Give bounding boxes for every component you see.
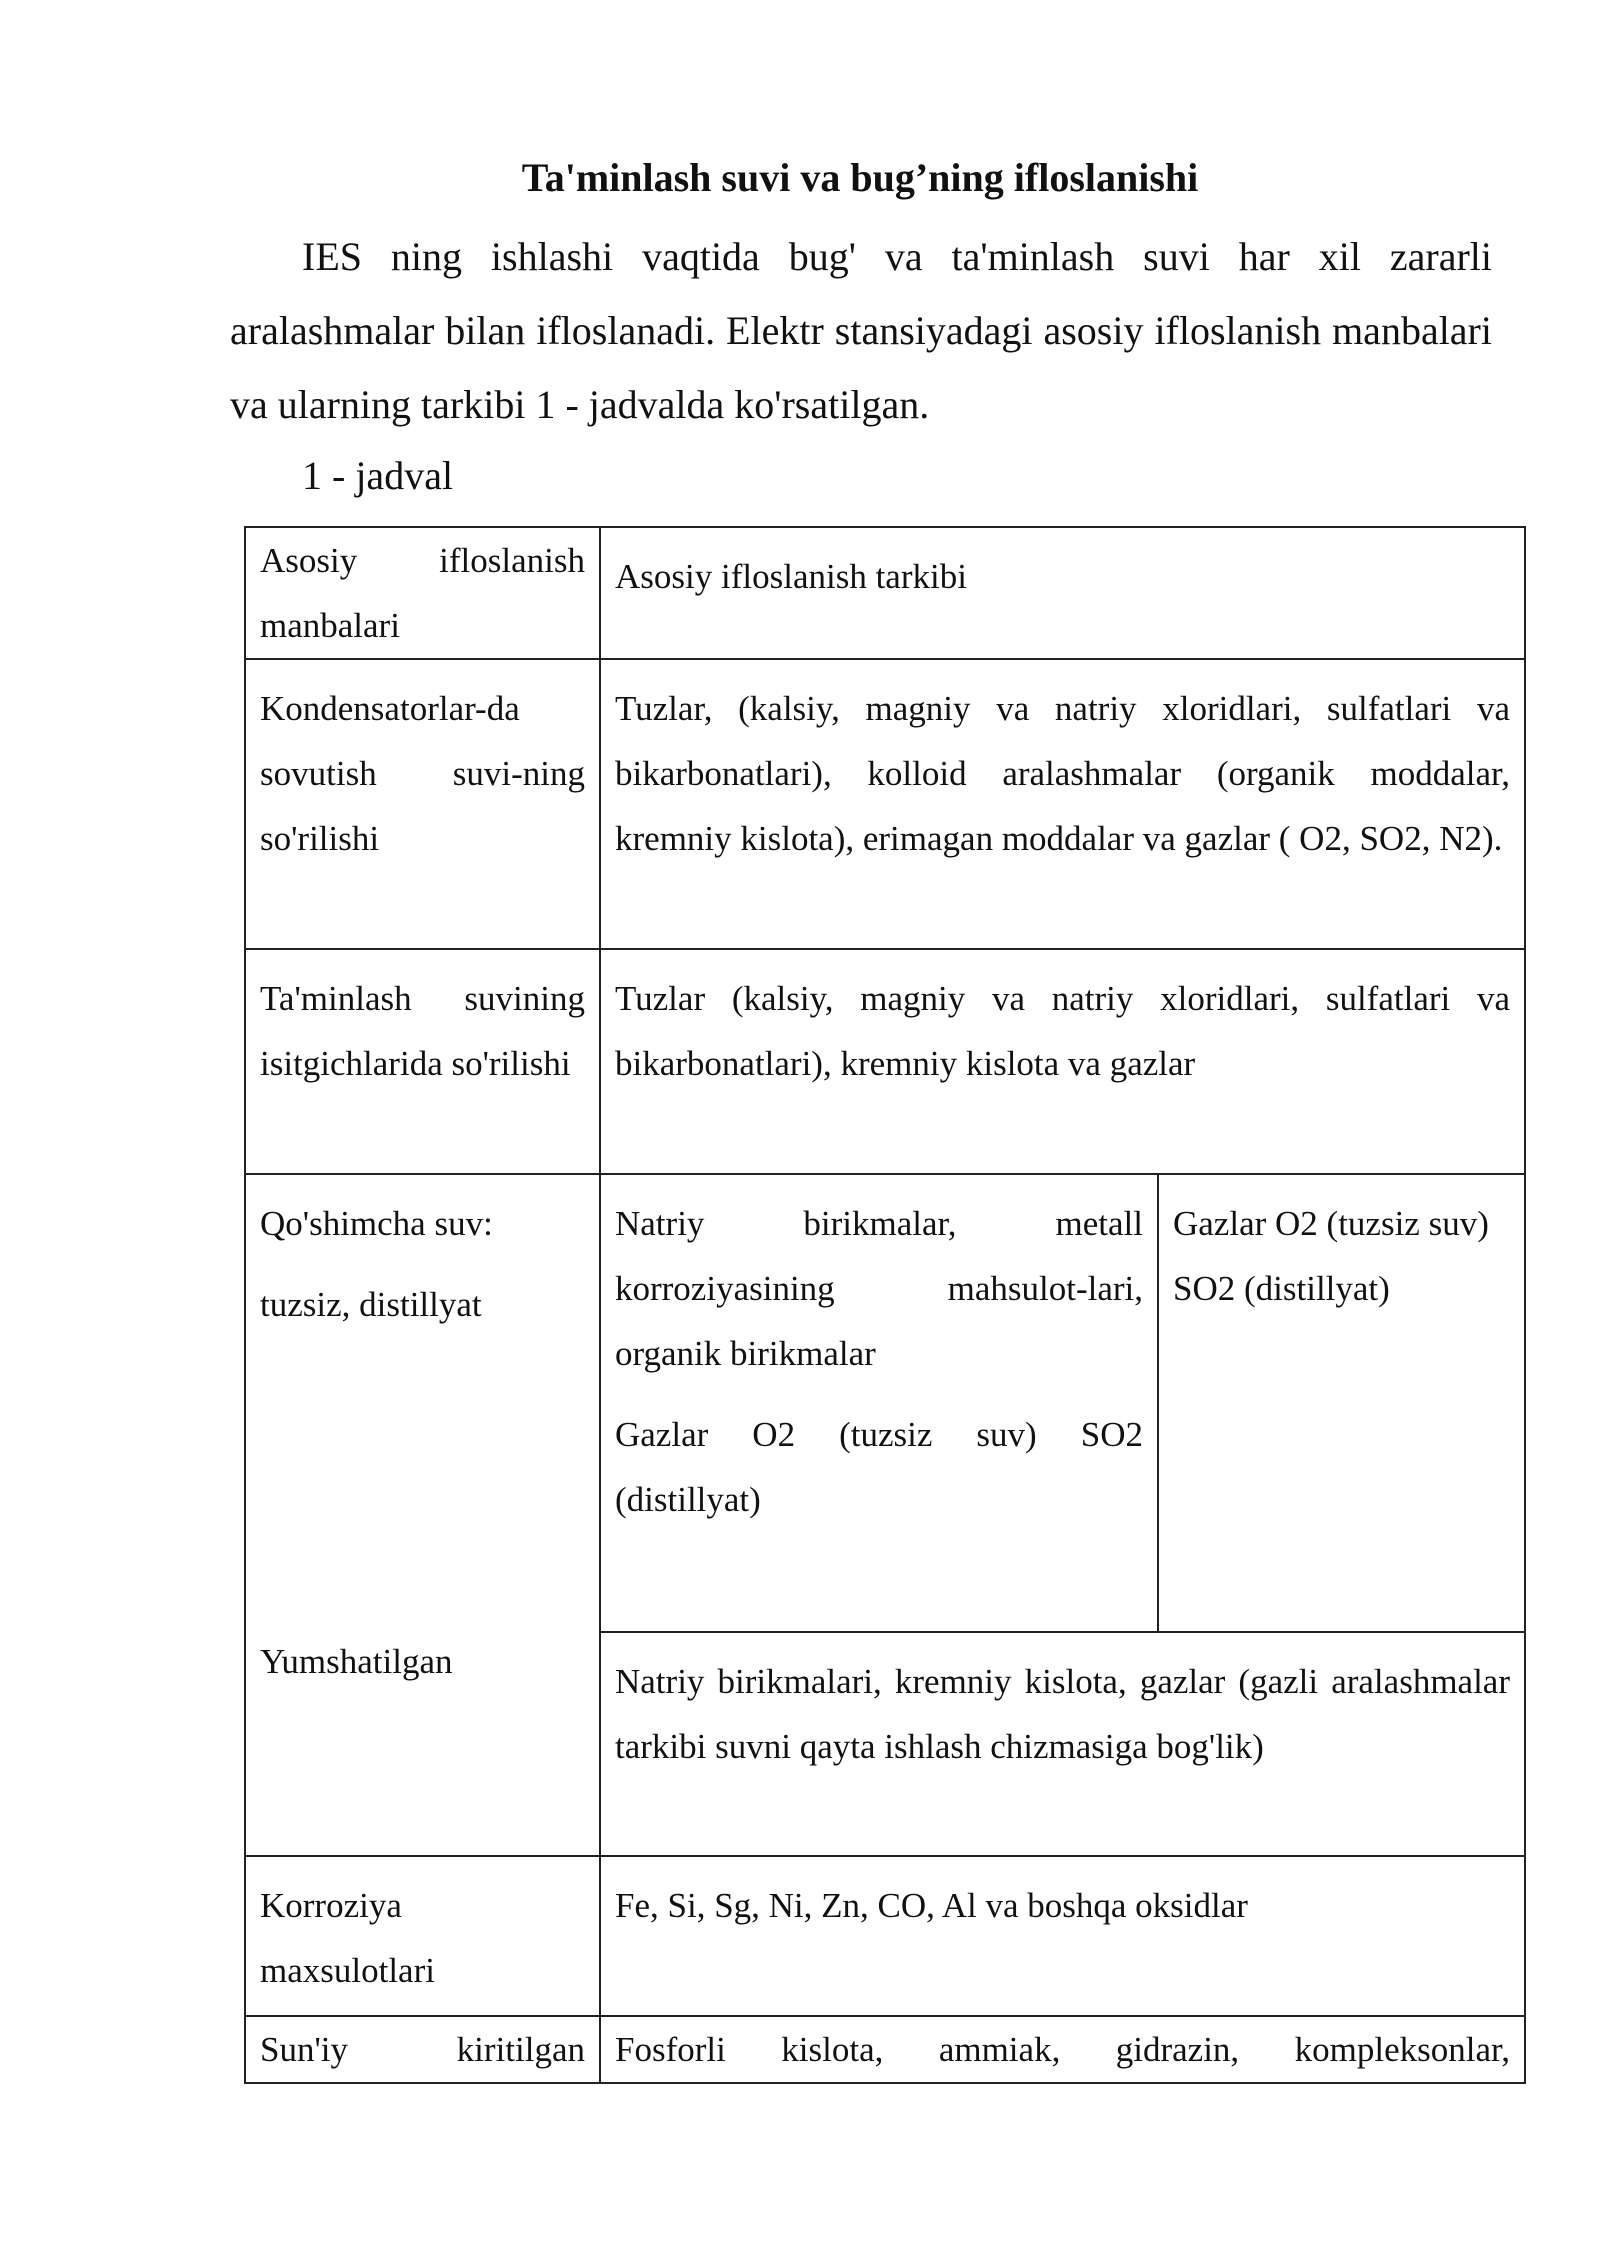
table-row xyxy=(245,659,1525,949)
row-composition-cell: Fe, Si, Sg, Ni, Zn, CO, Al va boshqa oksidlar xyxy=(600,1856,1525,2016)
composition-a-part2: Gazlar O2 (tuzsiz suv) SO2 (distillyat) xyxy=(615,1415,1143,1519)
header-source-line2: manbalari xyxy=(260,606,400,645)
table-header-row xyxy=(245,527,1525,659)
composition-a-part1: Natriy birikmalar, metall korroziyasining mahsulot-lari, organik birikmalar xyxy=(615,1204,1143,1373)
row-source-cell xyxy=(245,1174,600,1856)
pollution-sources-table xyxy=(244,526,1526,2084)
table-row xyxy=(245,949,1525,1174)
row-composition-cell: Fosforli kislota, ammiak, gidrazin, kompleksonlar, xyxy=(600,2016,1525,2083)
row-composition-cell-b xyxy=(1158,1174,1525,1632)
header-composition-cell: Asosiy ifloslanish tarkibi xyxy=(600,527,1525,659)
row-composition-cell-a xyxy=(600,1174,1158,1632)
table-row xyxy=(245,2016,1525,2083)
row-composition-cell: Tuzlar (kalsiy, magniy va natriy xloridlari, sulfatlari va bikarbonatlari), kremniy kislota va gazlar xyxy=(600,949,1525,1174)
row-source-cell: Kondensatorlar-da sovutish suvi-ning so'rilishi xyxy=(245,659,600,949)
row-source-cell: Korroziya maxsulotlari xyxy=(245,1856,600,2016)
table-row xyxy=(245,1174,1525,1632)
row-composition-cell: Natriy birikmalari, kremniy kislota, gazlar (gazli aralashmalar tarkibi suvni qayta ishlash chizmasiga bog'lik) xyxy=(600,1632,1525,1856)
table-row xyxy=(245,1856,1525,2016)
header-source-cell xyxy=(245,527,600,659)
header-source-line1: Asosiy ifloslanish xyxy=(260,541,585,580)
source-line2: tuzsiz, distillyat xyxy=(260,1285,482,1324)
row-source-cell: Ta'minlash suvining isitgichlarida so'rilishi xyxy=(245,949,600,1174)
source-line1: Qo'shimcha suv: xyxy=(260,1204,493,1243)
document-title: Ta'minlash suvi va bug’ning ifloslanishi xyxy=(521,155,1199,200)
source-softened: Yumshatilgan xyxy=(260,1642,453,1681)
composition-b-line2: SO2 (distillyat) xyxy=(1173,1269,1390,1308)
table-caption: 1 - jadval xyxy=(302,453,454,498)
row-composition-cell: Tuzlar, (kalsiy, magniy va natriy xloridlari, sulfatlari va bikarbonatlari), kolloid aralashmalar (organik moddalar, kremniy kislota), erimagan moddalar va gazlar ( O2, SO2, N2). xyxy=(600,659,1525,949)
intro-paragraph: IES ning ishlashi vaqtida bug' va ta'minlash suvi har xil zararli aralashmalar bilan ifloslanadi. Elektr stansiyadagi asosiy ifloslanish manbalari va ularning tarkibi 1 - jadvalda ko'rsatilgan. xyxy=(230,234,1492,427)
composition-b-line1: Gazlar O2 (tuzsiz suv) xyxy=(1173,1204,1489,1243)
row-source-cell: Sun'iy kiritilgan xyxy=(245,2016,600,2083)
